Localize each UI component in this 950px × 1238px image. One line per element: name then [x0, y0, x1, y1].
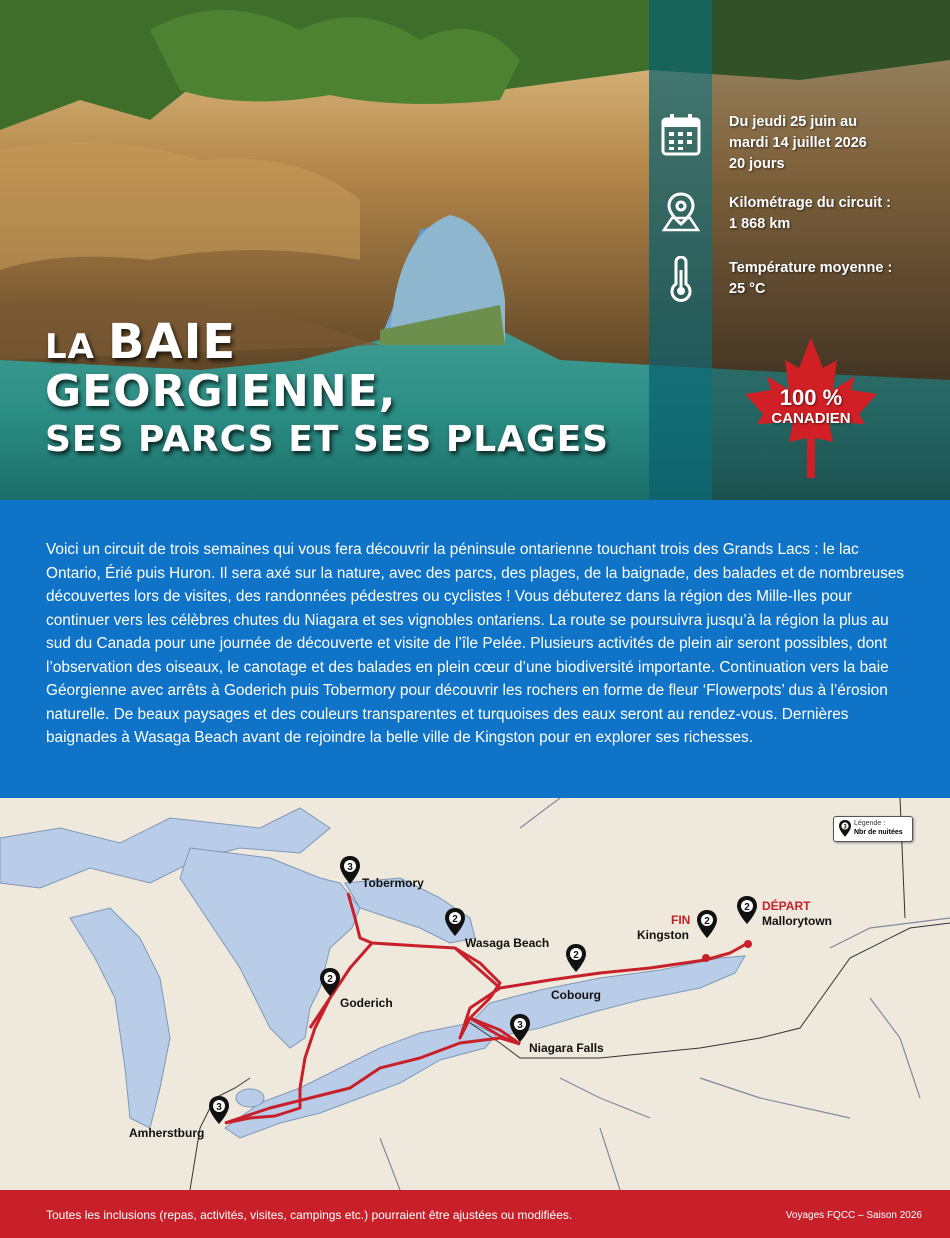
- calendar-icon: [660, 112, 702, 158]
- svg-text:2: 2: [573, 950, 579, 961]
- city-label-niagara: Niagara Falls: [529, 1041, 604, 1055]
- trip-distance: Kilométrage du circuit : 1 868 km: [729, 195, 891, 232]
- page-title: LA BAIE GEORGIENNE, SES PARCS ET SES PLAGES: [45, 314, 610, 460]
- city-label-tobermory: Tobermory: [362, 876, 424, 890]
- map-pin-wasaga: [445, 908, 465, 938]
- description-section: [0, 500, 950, 798]
- city-label-mallorytown: Mallorytown: [762, 914, 833, 928]
- map-pin-cobourg: [566, 944, 586, 974]
- svg-text:2: 2: [704, 916, 710, 927]
- footer-disclaimer: Toutes les inclusions (repas, activités, visites, campings etc.) pourraient être ajustées ou modifiées.: [46, 1208, 573, 1222]
- canadian-badge: 100 % CANADIEN: [771, 385, 851, 427]
- city-label-wasaga: Wasaga Beach: [465, 936, 550, 950]
- map-pin-amherstburg: [209, 1096, 229, 1126]
- map-pin-tobermory: [340, 856, 360, 886]
- svg-text:3: 3: [517, 1020, 523, 1031]
- city-label-goderich: Goderich: [340, 996, 393, 1010]
- svg-text:3: 3: [347, 862, 353, 873]
- thermometer-icon: [660, 256, 702, 302]
- footer: [0, 1190, 950, 1238]
- city-label-kingston: Kingston: [637, 928, 689, 942]
- map-pin-goderich: [320, 968, 340, 998]
- svg-text:3: 3: [843, 824, 847, 831]
- map-pin-icon: [660, 190, 702, 234]
- svg-text:2: 2: [327, 974, 333, 985]
- trip-temperature: Température moyenne : 25 °C: [729, 260, 893, 297]
- svg-text:2: 2: [452, 914, 458, 925]
- fin-tag: FIN: [671, 913, 691, 927]
- trip-dates: Du jeudi 25 juin au mardi 14 juillet 2026 20 jours: [729, 114, 867, 172]
- map-pin-mallorytown: [737, 896, 757, 926]
- description-text: Voici un circuit de trois semaines qui vous fera découvrir la péninsule ontarienne touchant trois des Grands Lacs : le lac Ontario, Érié puis Huron. Il sera axé sur la nature, avec des parcs, des plages, de la baignade, des balades et de nombreuses découvertes lors de visites, des randonnées pédestres ou cyclistes ! Vous débuterez dans la région des Mille-Iles pour continuer vers les célèbres chutes du Niagara et ses vignobles ontariens. La route se poursuivra jusqu’à la région la plus au sud du Canada pour une journée de découverte et visite de l’île Pelée. Plusieurs activités de plein air seront possibles, dont l’observation des oiseaux, le canotage et des balades en plein cœur d’une biodiversité importante. Continuation vers la baie Géorgienne avec arrêts à Goderich puis Tobermory pour découvrir les rochers en forme de fleur ‘Flowerpots’ dus à l’érosion naturelle. De beaux paysages et des couleurs transparentes et turquoises des eaux seront au rendez-vous. Dernières baignades à Wasaga Beach avant de rejoindre la belle ville de Kingston pour en explorer ses richesses.: [46, 541, 905, 746]
- svg-text:2: 2: [744, 902, 750, 913]
- depart-tag: DÉPART: [762, 899, 811, 913]
- map-pin-niagara: [510, 1014, 530, 1044]
- svg-text:3: 3: [216, 1102, 222, 1113]
- info-icon-strip: [649, 0, 712, 500]
- map-pin-kingston: [697, 910, 717, 940]
- map-legend: 3 Légende : Nbr de nuitées: [833, 816, 913, 842]
- legend-pin-icon: [839, 820, 851, 838]
- city-label-amherstburg: Amherstburg: [129, 1126, 205, 1140]
- footer-brand: Voyages FQCC – Saison 2026: [785, 1210, 922, 1221]
- city-label-cobourg: Cobourg: [551, 988, 601, 1002]
